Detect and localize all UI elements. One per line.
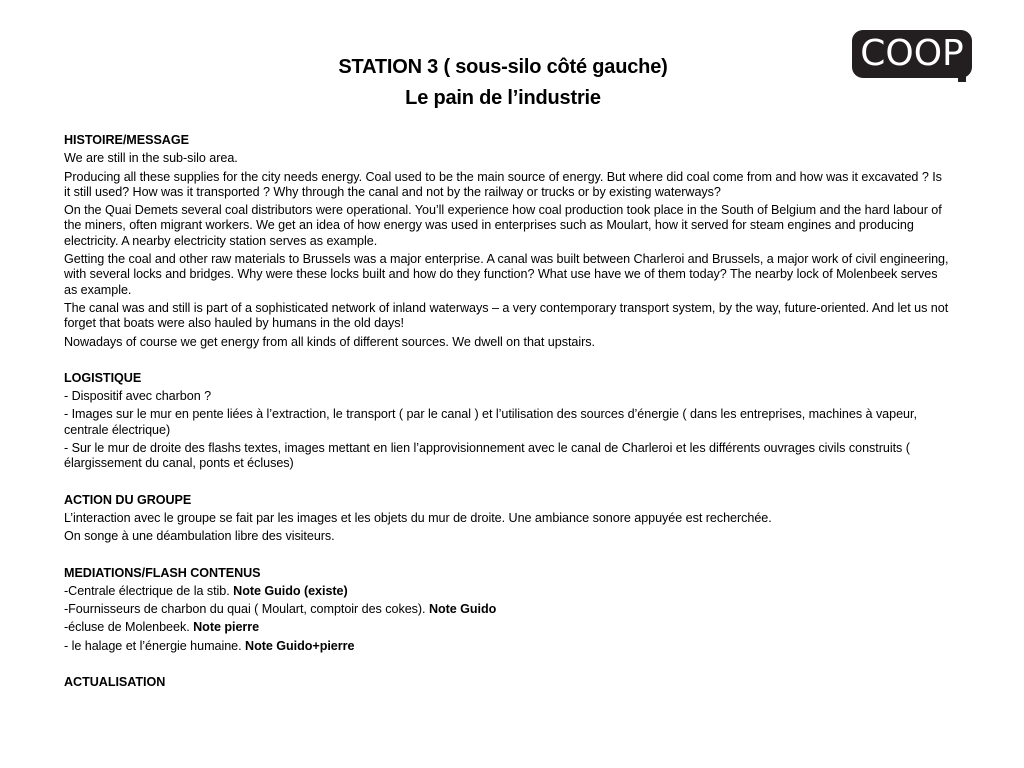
mediation-note: Note Guido — [428, 602, 497, 617]
list-item — [64, 620, 949, 635]
mediation-text: -Fournisseurs de charbon du quai ( Moulart, comptoir des cokes). — [64, 602, 429, 617]
section-heading-logistique: LOGISTIQUE — [64, 370, 142, 385]
paragraph: Producing all these supplies for the city needs energy. Coal used to be the main source of energy. But where did coal come from and how was it excavated ? Is it still used? How was it transported ? Why through the canal and not by the railway or trucks or by existing waterways? — [64, 169, 942, 199]
mediation-note: Note Guido (existe) — [233, 583, 348, 598]
list-item — [64, 639, 949, 654]
mediation-note: Note pierre — [193, 620, 260, 635]
section-heading-histoire: HISTOIRE/MESSAGE — [64, 133, 189, 147]
logo-text: COOP — [860, 33, 964, 74]
section-heading-actualisation: ACTUALISATION — [64, 675, 166, 690]
section-heading-action: ACTION DU GROUPE — [64, 492, 192, 507]
list-item — [64, 584, 949, 599]
mediation-text: -écluse de Molenbeek. — [64, 620, 194, 635]
document-body — [64, 131, 949, 690]
paragraph: The canal was and still is part of a sophisticated network of inland waterways – a very contemporary transport system, by the way, future-oriented. And let us not forget that boats were also hauled by humans in the old days! — [64, 300, 949, 331]
paragraph: On the Quai Demets several coal distributors were operational. You’ll experience how coal production took place in the South of Belgium and the hard labour of the miners, often migrant workers. We get an idea of how energy was used in enterprises such as Moulart, how it served for steam engines and producing electricity. A nearby electricity station serves as example. — [64, 203, 942, 248]
mediation-text: -Centrale électrique de la stib. — [64, 583, 234, 598]
spacer — [64, 350, 949, 369]
title-line-1: STATION 3 ( sous-silo côté gauche) — [338, 56, 668, 78]
mediation-note: Note Guido+pierre — [245, 638, 355, 653]
list-item: - Images sur le mur en pente liées à l’extraction, le transport ( par le canal ) et l’utilisation des sources d’énergie ( dans les entreprises, machines à vapeur, centrale électrique) — [64, 407, 917, 437]
section-heading-mediations: MEDIATIONS/FLASH CONTENUS — [64, 565, 261, 580]
spacer — [64, 545, 949, 564]
paragraph: We are still in the sub-silo area. — [64, 151, 238, 166]
title-line-2: Le pain de l’industrie — [405, 87, 601, 109]
list-item — [64, 602, 949, 617]
coop-logo — [852, 30, 972, 78]
mediation-text: - le halage et l’énergie humaine. — [64, 638, 246, 653]
paragraph: On songe à une déambulation libre des visiteurs. — [64, 529, 335, 544]
list-item: - Dispositif avec charbon ? — [64, 389, 212, 404]
list-item: - Sur le mur de droite des flashs textes, images mettant en lien l’approvisionnement avec le canal de Charleroi et les différents ouvrages civils construits ( élargissement du canal, ponts et écluses) — [64, 441, 910, 471]
spacer — [64, 654, 949, 673]
paragraph: Nowadays of course we get energy from all kinds of different sources. We dwell on that upstairs. — [64, 334, 595, 349]
paragraph: L’interaction avec le groupe se fait par les images et les objets du mur de droite. Une ambiance sonore appuyée est recherchée. — [64, 510, 772, 525]
paragraph: Getting the coal and other raw materials to Brussels was a major enterprise. A canal was built between Charleroi and Brussels, a major work of civil engineering, with several locks and bridges. Why were these locks built and how do they function? What use have we of them today? The nearby lock of Molenbeek serves as example. — [64, 252, 949, 297]
spacer — [64, 472, 949, 491]
